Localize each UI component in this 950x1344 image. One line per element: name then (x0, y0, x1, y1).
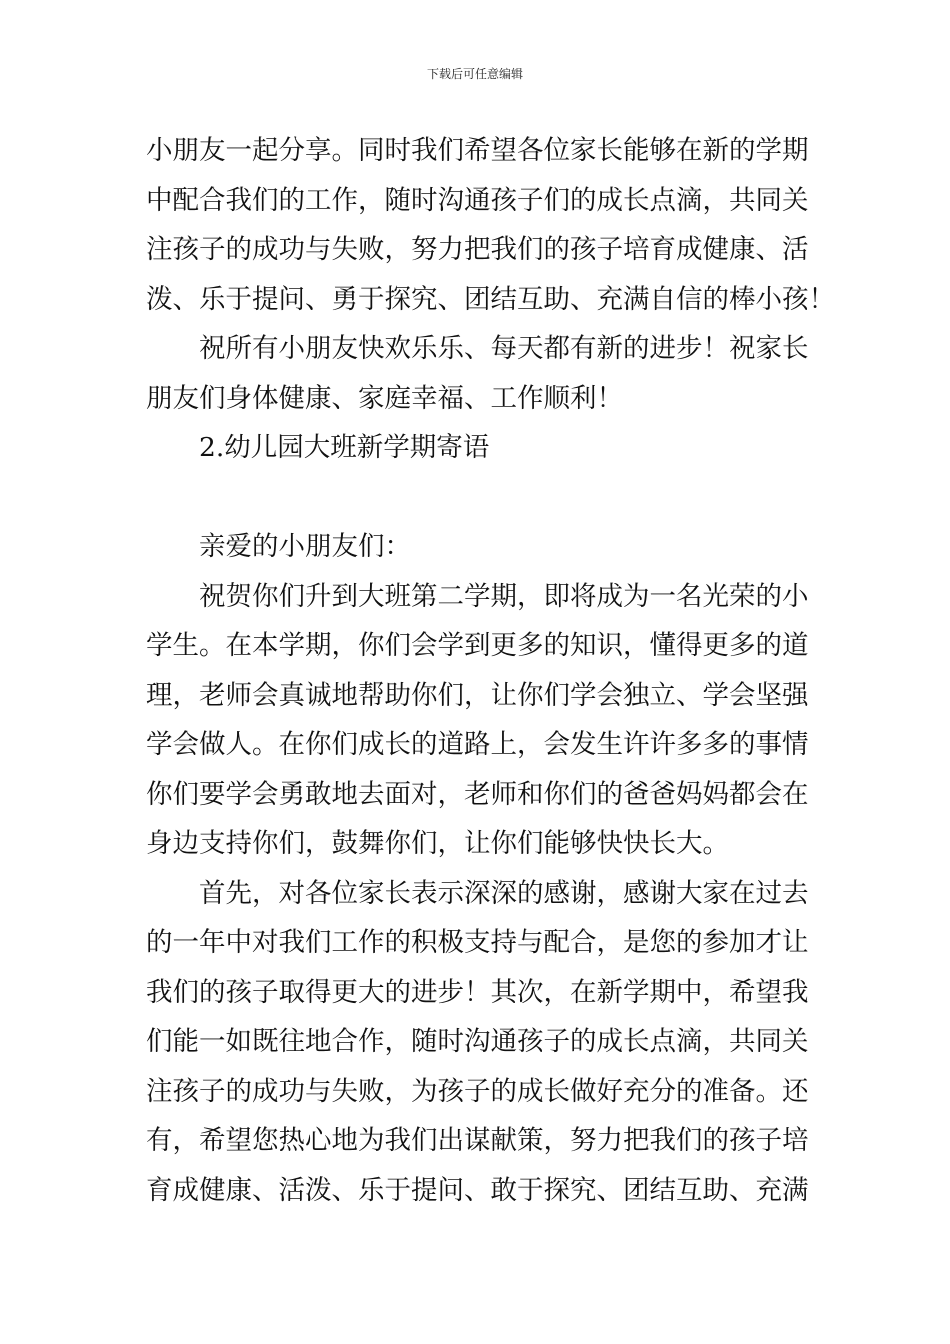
text-line: 泼、乐于提问、勇于探究、团结互助、充满自信的棒小孩！ (146, 283, 835, 315)
text-line: 学生。在本学期，你们会学到更多的知识，懂得更多的道 (146, 630, 809, 661)
text-line: 小朋友一起分享。同时我们希望各位家长能够在新的学期 (146, 135, 809, 166)
document-body (146, 126, 835, 1215)
salutation: 亲爱的小朋友们： (199, 531, 411, 562)
text-line: 朋友们身体健康、家庭幸福、工作顺利！ (146, 382, 623, 414)
text-line: 祝贺你们升到大班第二学期，即将成为一名光荣的小 (199, 580, 809, 612)
text-line: 有，希望您热心地为我们出谋献策，努力把我们的孩子培 (146, 1125, 809, 1156)
text-line: 注孩子的成功与失败，努力把我们的孩子培育成健康、活 (146, 234, 809, 265)
section-heading: 2.幼儿园大班新学期寄语 (199, 432, 490, 463)
text-line: 们能一如既往地合作，随时沟通孩子的成长点滴，共同关 (146, 1026, 809, 1057)
text-line: 祝所有小朋友快欢乐乐、每天都有新的进步！祝家长 (199, 333, 809, 364)
text-line: 首先，对各位家长表示深深的感谢，感谢大家在过去 (199, 877, 809, 909)
text-line: 的一年中对我们工作的积极支持与配合，是您的参加才让 (146, 927, 809, 958)
text-line: 育成健康、活泼、乐于提问、敢于探究、团结互助、充满 (146, 1174, 809, 1206)
text-line: 理，老师会真诚地帮助你们，让你们学会独立、学会坚强 (146, 679, 809, 711)
page-header: 下载后可任意编辑 (426, 67, 523, 81)
text-line: 我们的孩子取得更大的进步！其次，在新学期中，希望我 (146, 976, 809, 1008)
blank-line (146, 473, 806, 523)
text-line: 中配合我们的工作，随时沟通孩子们的成长点滴，共同关 (146, 184, 809, 216)
text-line: 学会做人。在你们成长的道路上，会发生许许多多的事情 (146, 729, 809, 760)
text-line: 身边支持你们，鼓舞你们，让你们能够快快长大。 (146, 828, 729, 859)
text-line: 注孩子的成功与失败，为孩子的成长做好充分的准备。还 (146, 1075, 809, 1107)
text-line: 你们要学会勇敢地去面对，老师和你们的爸爸妈妈都会在 (146, 778, 809, 810)
